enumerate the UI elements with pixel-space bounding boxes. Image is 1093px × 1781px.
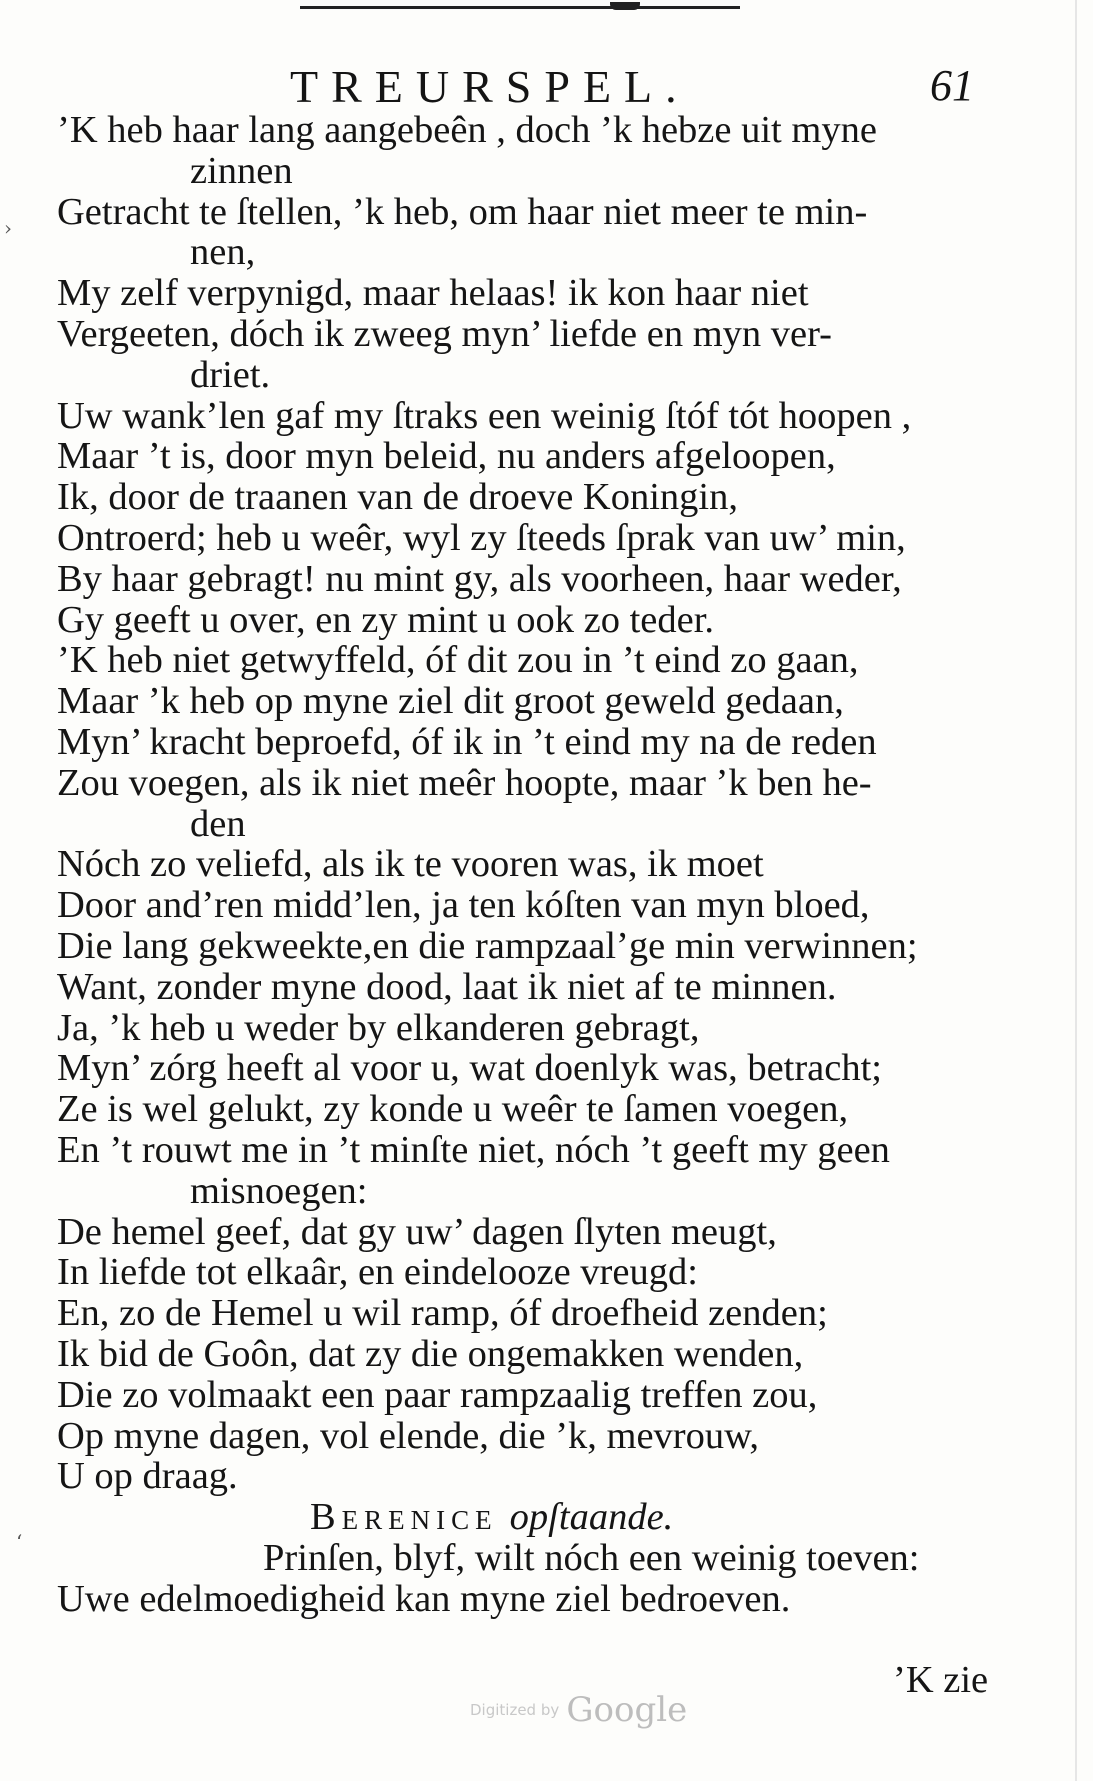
verse-line: Maar ’t is, door myn beleid, nu anders afgeloopen, [57,435,836,478]
verse-line: Vergeeten, dóch ik zweeg myn’ liefde en myn ver- [57,312,832,355]
verse-line: misnoegen: [190,1169,368,1212]
verse-line: den [190,802,246,845]
page-edge [1075,0,1077,1781]
verse-line: ’K heb niet getwyffeld, óf dit zou in ’t eind zo gaan, [57,639,859,682]
top-rule [300,0,740,9]
verse-line: Ik bid de Goôn, dat zy die ongemakken wenden, [57,1332,804,1375]
verse-text [57,110,997,1619]
verse-line: Myn’ kracht beproefd, óf ik in ’t eind my na de reden [57,720,877,763]
digitized-watermark [470,1690,687,1730]
speaker-name: Berenice [310,1496,498,1539]
verse-line: Die lang gekweekte,en die rampzaal’ge min verwinnen; [57,924,918,967]
verse-line: De hemel geef, dat gy uw’ dagen ſlyten meugt, [57,1210,777,1253]
verse-line: Ze is wel gelukt, zy konde u weêr te ſamen voegen, [57,1088,849,1131]
verse-line: Maar ’k heb op myne ziel dit groot geweld gedaan, [57,680,844,723]
verse-line: Ik, door de traanen van de droeve Koningin, [57,476,739,519]
verse-line: Uwe edelmoedigheid kan myne ziel bedroeven. [57,1577,791,1620]
speaker-line [57,1497,997,1538]
verse-line: Zou voegen, als ik niet meêr hoopte, maar ’k ben he- [57,761,872,804]
verse-line: Door and’ren midd’len, ja ten kóſten van myn bloed, [57,884,870,927]
verse-line: En ’t rouwt me in ’t minſte niet, nóch ’t geeft my geen [57,1128,890,1171]
verse-line: zinnen [190,149,293,192]
verse-line: nen, [190,231,256,274]
margin-mark: › [4,216,12,240]
verse-line: By haar gebragt! nu mint gy, als voorheen, haar weder, [57,557,902,600]
verse-line: Die zo volmaakt een paar rampzaalig treffen zou, [57,1373,818,1416]
verse-line: En, zo de Hemel u wil ramp, óf droefheid zenden; [57,1292,828,1335]
google-logo: Google [566,1690,688,1730]
watermark-prefix: Digitized by [470,1701,560,1719]
verse-line: Op myne dagen, vol elende, die ’k, mevrouw, [57,1414,760,1457]
verse-line: Prinſen, blyf, wilt nóch een weinig toeven: [263,1536,920,1579]
verse-line: In liefde tot elkaâr, en eindelooze vreugd: [57,1251,698,1294]
verse-line: Want, zonder myne dood, laat ik niet af te minnen. [57,965,837,1008]
verse-line: Gy geeft u over, en zy mint u ook zo teder. [57,598,715,641]
verse-line: Nóch zo veliefd, als ik te vooren was, ik moet [57,843,764,886]
verse-line: driet. [190,353,271,396]
top-ornament [610,2,640,10]
verse-line: Uw wank’len gaf my ſtraks een weinig ſtóf tót hoopen , [57,394,912,437]
verse-line: U op draag. [57,1455,238,1498]
page-header [0,52,1093,112]
verse-line: Ontroerd; heb u weêr, wyl zy ſteeds ſprak van uw’ min, [57,516,906,559]
verse-line: Ja, ’k heb u weder by elkanderen gebragt, [57,1006,700,1049]
verse-line: ’K heb haar lang aangebeên , doch ’k hebze uit myne [57,109,877,151]
catchword: ’K zie [893,1659,989,1701]
margin-mark: ‘ [16,1530,23,1554]
verse-line: Myn’ zórg heeft al voor u, wat doenlyk was, betracht; [57,1047,883,1090]
verse-line: Getracht te ſtellen, ’k heb, om haar niet meer te min- [57,190,868,233]
running-title: TREURSPEL. [290,61,690,112]
verse-line: My zelf verpynigd, maar helaas! ik kon haar niet [57,272,809,315]
stage-direction: opſtaande. [509,1496,674,1539]
page-number: 61 [930,61,974,110]
